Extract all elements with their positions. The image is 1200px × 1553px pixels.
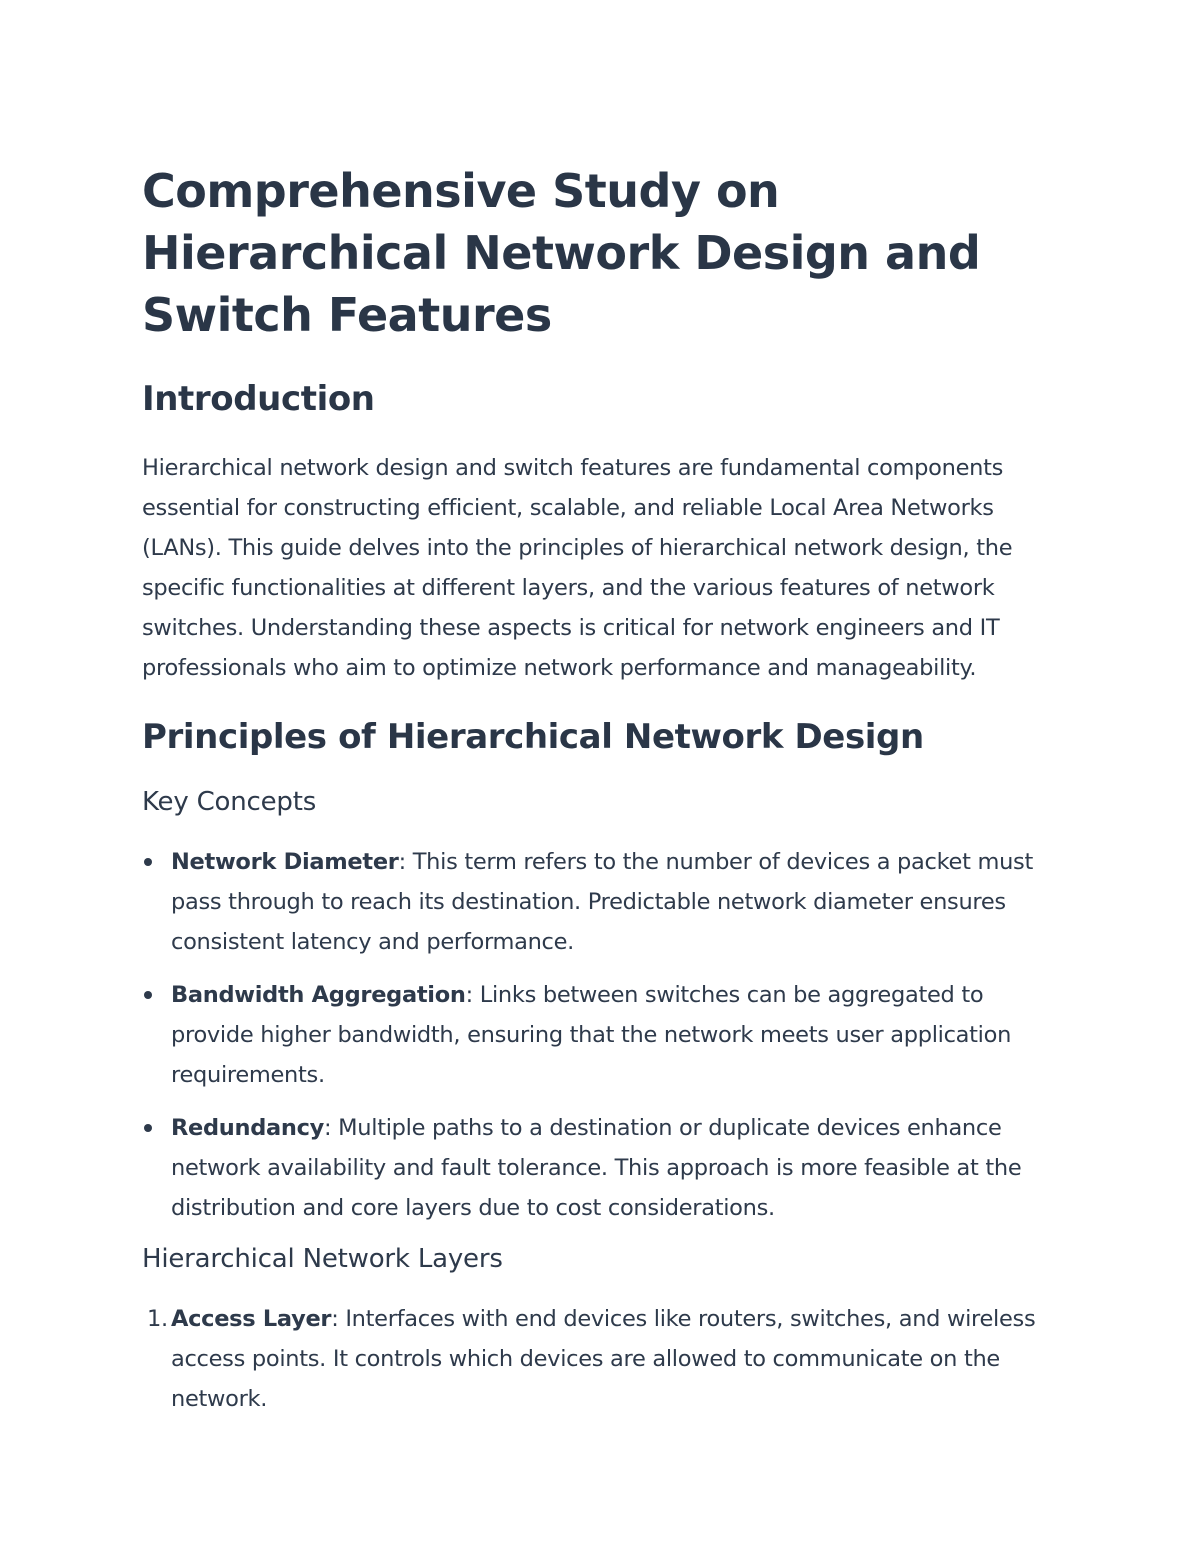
list-item-text: : Links between switches can be aggregated to provide higher bandwidth, ensuring that the network meets user application requirements. — [171, 982, 1012, 1088]
network-layers-list — [142, 1299, 1062, 1419]
introduction-heading: Introduction — [142, 379, 375, 419]
list-item — [142, 1108, 1062, 1228]
list-item-term: Redundancy — [171, 1115, 325, 1141]
list-item-term: Network Diameter — [171, 849, 399, 875]
bullet-icon — [144, 991, 152, 999]
document-title: Comprehensive Study on Hierarchical Network Design and Switch Features — [142, 164, 981, 342]
principles-heading: Principles of Hierarchical Network Design — [142, 717, 924, 757]
list-item — [142, 975, 1062, 1095]
list-item — [142, 842, 1062, 962]
list-item-text: : This term refers to the number of devices a packet must pass through to reach its destination. Predictable network diameter ensures consistent latency and performance. — [171, 849, 1033, 955]
document-page — [142, 160, 1062, 1419]
list-item-term: Access Layer — [171, 1306, 332, 1332]
list-item-number: 1. — [147, 1306, 168, 1332]
list-item-text: : Interfaces with end devices like routers, switches, and wireless access points. It controls which devices are allowed to communicate on the network. — [171, 1306, 1036, 1412]
bullet-icon — [144, 1124, 152, 1132]
list-item-text: : Multiple paths to a destination or duplicate devices enhance network availability and fault tolerance. This approach is more feasible at the distribution and core layers due to cost considerations. — [171, 1115, 1022, 1221]
bullet-icon — [144, 858, 152, 866]
list-item — [142, 1299, 1062, 1419]
key-concepts-list — [142, 842, 1062, 1228]
key-concepts-heading: Key Concepts — [142, 787, 317, 817]
network-layers-heading: Hierarchical Network Layers — [142, 1244, 503, 1274]
introduction-paragraph: Hierarchical network design and switch features are fundamental components essential for constructing efficient, scalable, and reliable Local Area Networks (LANs). This guide delves into the principles of hierarchical network design, the specific functionalities at different layers, and the various features of network switches. Understanding these aspects is critical for network engineers and IT professionals who aim to optimize network performance and manageability. — [142, 455, 1013, 681]
list-item-term: Bandwidth Aggregation — [171, 982, 466, 1008]
